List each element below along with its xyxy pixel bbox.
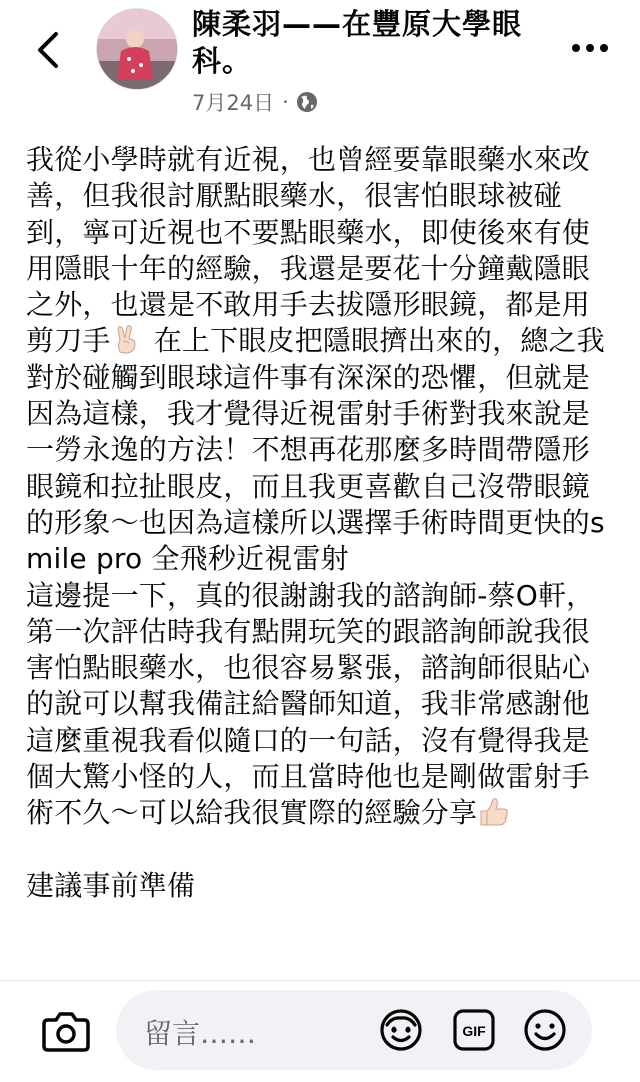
post-header [0, 0, 640, 120]
gif-button[interactable] [452, 1008, 496, 1052]
post-date[interactable]: 7月24日 [192, 91, 275, 115]
camera-button[interactable] [42, 1010, 90, 1052]
smiley-icon [522, 1007, 568, 1053]
back-button[interactable] [28, 26, 68, 74]
avatar-sticker-icon [378, 1007, 424, 1053]
gif-label: GIF [462, 1023, 486, 1039]
author-avatar[interactable] [96, 8, 178, 90]
victory-hand-emoji [111, 325, 145, 355]
post-paragraph-1a: 我從小學時就有近視，也曾經要靠眼藥水來改善，但我很討厭點眼藥水，很害怕眼球被碰到，寧可近視也不要點眼藥水，即使後來有使用隱眼十年的經驗，我還是要花十分鐘戴隱眼之外，也還是不敢用手去拔隱形眼鏡，都是用剪刀手 [26, 143, 591, 358]
camera-icon [42, 1010, 90, 1052]
comment-placeholder: 留言…… [144, 1017, 257, 1050]
avatar-photo [97, 9, 177, 89]
thumbs-up-emoji [477, 797, 511, 827]
gif-icon [452, 1008, 496, 1052]
post-paragraph-2: 這邊提一下，真的很謝謝我的諮詢師-蔡O軒，第一次評估時我有點開玩笑的跟諮詢師說我很害怕點眼藥水，也很容易緊張，諮詢師很貼心的說可以幫我備註給醫師知道，我非常感謝他這麼重視我看似隨口的一句話，沒有覺得我是個大驚小怪的人，而且當時他也是剛做雷射手術不久～可以給我很實際的經驗分享 [26, 578, 595, 830]
post-paragraph-3: 建議事前準備 [26, 868, 196, 902]
more-options-button[interactable] [566, 36, 614, 60]
post-paragraph-1b: 在上下眼皮把隱眼擠出來的，總之我對於碰觸到眼球這件事有深深的恐懼，但就是因為這樣，我才覺得近視雷射手術對我來說是一勞永逸的方法！不想再花那麼多時間帶隱形眼鏡和拉扯眼皮，而且我更喜歡自己沒帶眼鏡的形象～也因為這樣所以選擇手術時間更快的smile pro 全飛秒近視雷射 [26, 324, 605, 576]
post-meta [192, 88, 319, 116]
post-body [26, 142, 616, 904]
emoji-button[interactable] [522, 1007, 568, 1053]
avatar-sticker-button[interactable] [378, 1007, 424, 1053]
more-horizontal-icon [566, 36, 614, 60]
chevron-left-icon [28, 26, 68, 74]
author-name[interactable]: 陳柔羽——在豐原大學眼科。 [192, 7, 523, 78]
meta-separator: · [282, 90, 289, 114]
globe-icon[interactable] [295, 90, 319, 114]
comment-input[interactable] [116, 990, 592, 1070]
